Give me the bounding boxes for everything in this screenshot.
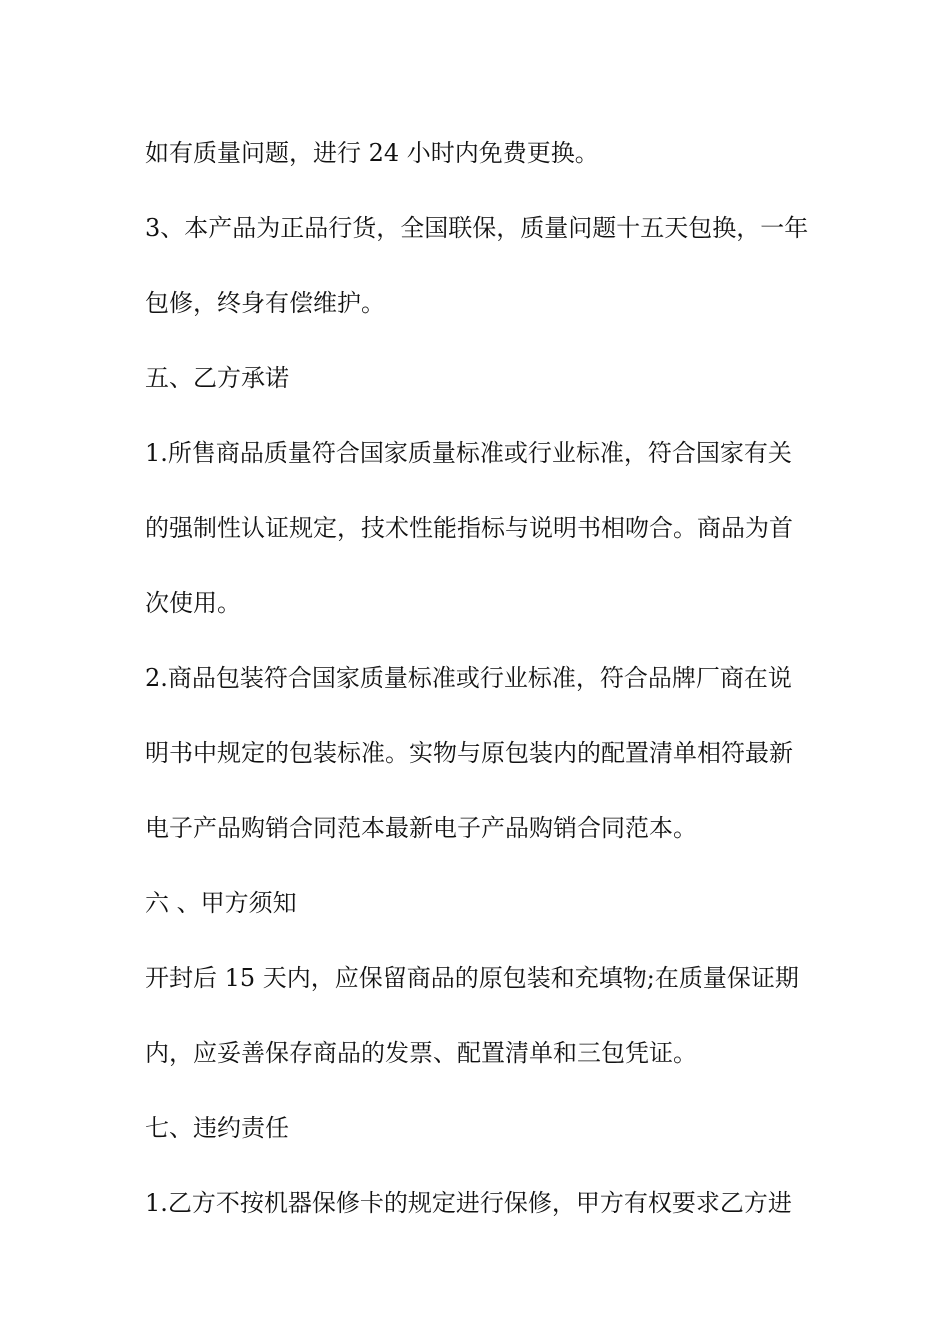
text-line: 3、本产品为正品行货，全国联保，质量问题十五天包换，一年 — [145, 214, 809, 242]
text-line: 2.商品包装符合国家质量标准或行业标准，符合品牌厂商在说 — [145, 664, 792, 692]
text-line: 次使用。 — [145, 589, 241, 617]
text-line: 如有质量问题，进行 24 小时内免费更换。 — [145, 139, 599, 167]
text-line: 1.乙方不按机器保修卡的规定进行保修，甲方有权要求乙方进 — [145, 1189, 792, 1217]
text-line: 1.所售商品质量符合国家质量标准或行业标准，符合国家有关 — [145, 439, 792, 467]
text-line: 的强制性认证规定，技术性能指标与说明书相吻合。商品为首 — [145, 514, 793, 542]
text-line: 开封后 15 天内，应保留商品的原包装和充填物;在质量保证期 — [145, 964, 799, 992]
section-heading: 五、乙方承诺 — [145, 364, 289, 392]
text-line: 电子产品购销合同范本最新电子产品购销合同范本。 — [145, 814, 697, 842]
text-line: 明书中规定的包装标准。实物与原包装内的配置清单相符最新 — [145, 739, 793, 767]
text-line: 内，应妥善保存商品的发票、配置清单和三包凭证。 — [145, 1039, 697, 1067]
section-heading: 七、违约责任 — [145, 1114, 289, 1142]
text-line: 包修，终身有偿维护。 — [145, 289, 385, 317]
section-heading: 六 、甲方须知 — [145, 889, 297, 917]
